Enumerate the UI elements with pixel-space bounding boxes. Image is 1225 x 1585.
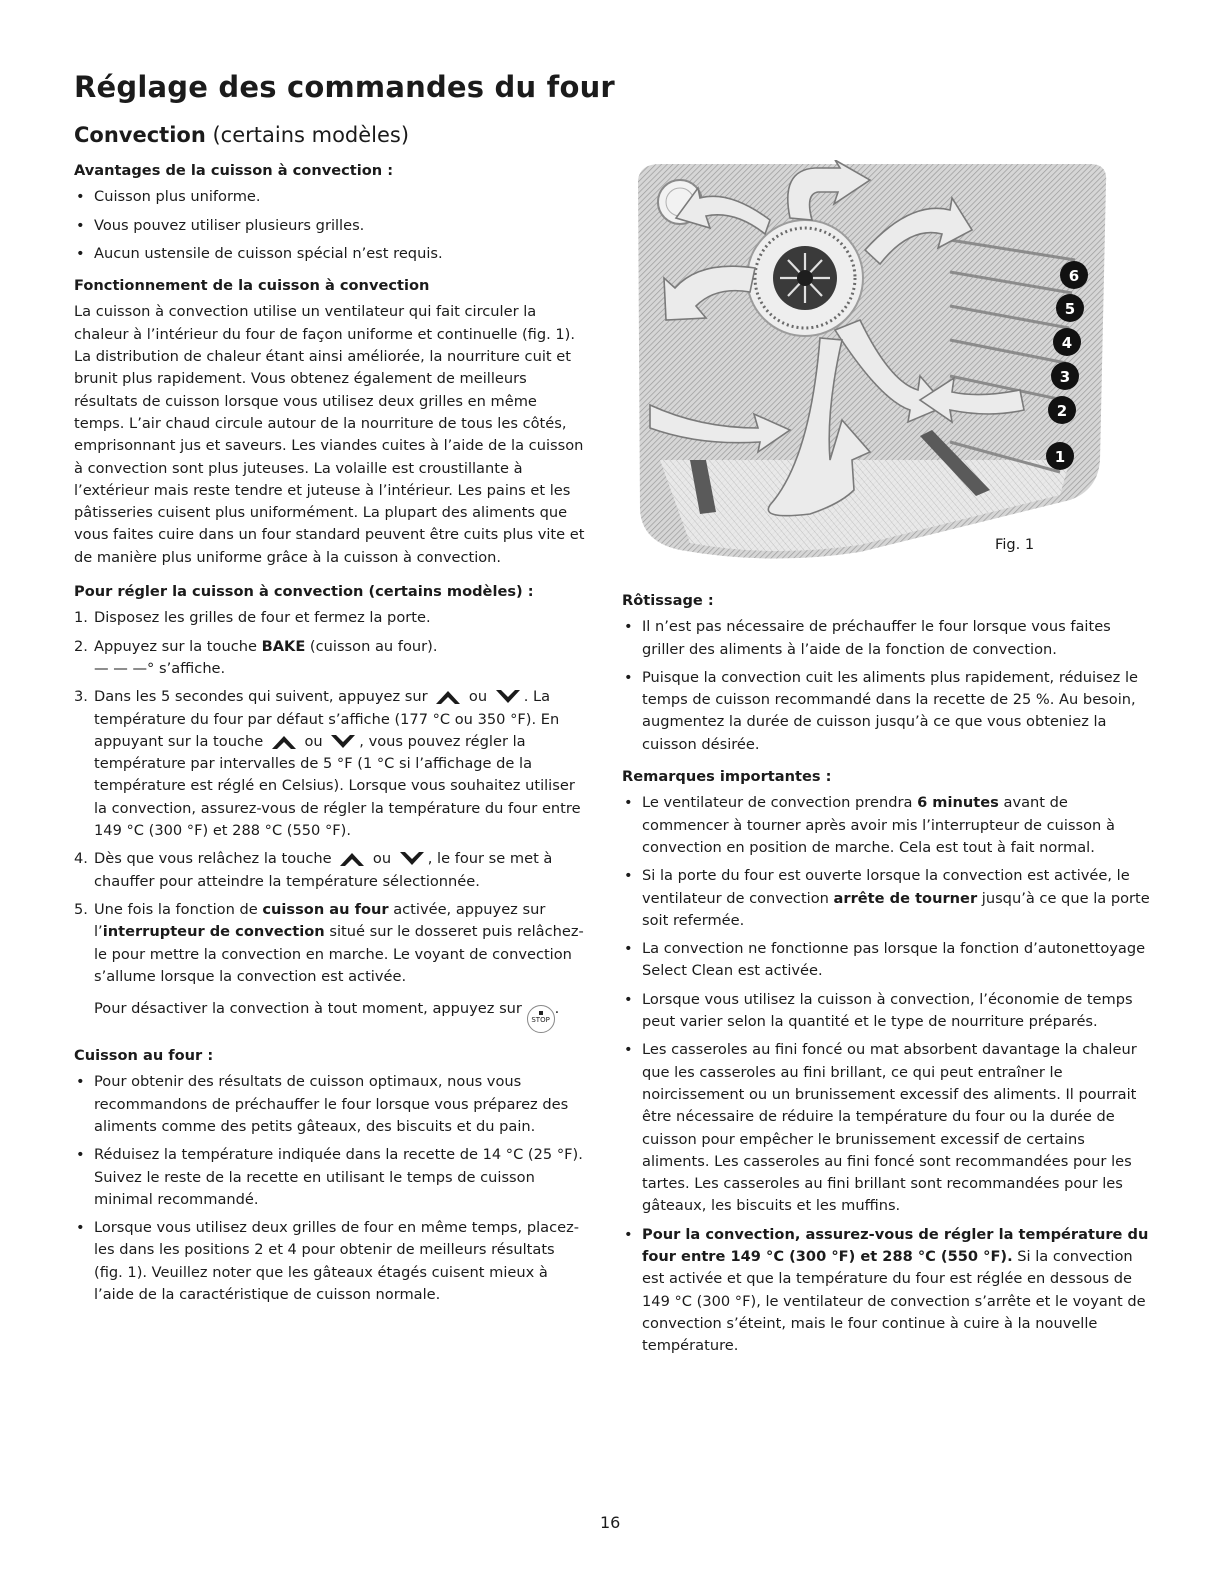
list-item: • Puisque la convection cuit les aliments plus rapidement, réduisez le temps de cuisson recommandé dans la recette de 25 %. Au besoin, augmentez la durée de cuisson jusqu’à ce que vous obteniez la cuisson désirée. <box>622 667 1150 756</box>
figure-caption: Fig. 1 <box>995 536 1035 553</box>
step-number: 5. <box>74 900 88 918</box>
up-arrow-icon <box>338 851 366 867</box>
list-item: • Les casseroles au fini foncé ou mat absorbent davantage la chaleur que les casseroles au fini brillant, ce qui peut entraîner le noircissement ou un brunissement excessif des aliments. Il pourrait être nécessaire de réduire la température du four ou la durée de cuisson pour empêcher le brunissement excessif de certains aliments. Les casseroles au fini foncé sont recommandées pour les tartes. Les casseroles au fini brillant sont recommandées pour les gâteaux, les biscuits et les muffins. <box>622 1039 1150 1217</box>
advantages-list <box>74 186 586 265</box>
list-item: • La convection ne fonctionne pas lorsque la fonction d’autonettoyage Select Clean est activée. <box>622 938 1150 983</box>
step-number: 4. <box>74 850 88 868</box>
step-number: 3. <box>74 688 88 706</box>
list-item: • Lorsque vous utilisez deux grilles de four en même temps, placez-les dans les positions 2 et 4 pour obtenir de meilleurs résultats (fig. 1). Veuillez noter que les gâteaux étagés cuisent mieux à l’aide de la caractéristique de cuisson normale. <box>74 1217 586 1306</box>
step-text: Une fois la fonction de <box>94 900 263 918</box>
advantages-heading: Avantages de la cuisson à convection : <box>74 162 394 179</box>
bold-term: 6 minutes <box>917 794 999 812</box>
or-text: ou <box>299 732 328 750</box>
roasting-heading: Rôtissage : <box>622 592 714 609</box>
bold-term: cuisson au four <box>262 900 389 918</box>
note-text: Le ventilateur de convection prendra <box>642 794 918 812</box>
list-item: • Cuisson plus uniforme. <box>74 186 586 208</box>
rack-label-4: 4 <box>1061 334 1073 352</box>
operation-heading: Fonctionnement de la cuisson à convection <box>74 277 430 295</box>
setting-steps <box>74 607 586 988</box>
rack-label-1: 1 <box>1054 448 1066 466</box>
down-arrow-icon <box>494 689 522 705</box>
step-text: Dès que vous relâchez la touche <box>94 850 337 868</box>
list-item <box>622 1224 1150 1358</box>
bold-term: Pour la convection, assurez-vous de régler la température du four entre 149 °C (300 °F) et 288 °C (550 °F). <box>642 1225 1149 1266</box>
step-item <box>74 636 586 681</box>
operation-paragraph: La cuisson à convection utilise un ventilateur qui fait circuler la chaleur à l’intérieur du four de façon uniforme et continuelle (fig. 1). La distribution de chaleur étant ainsi améliorée, la nourriture cuit et brunit plus rapidement. Vous obtenez également de meilleurs résultats de cuisson lorsque vous utilisez deux grilles en même temps. L’air chaud circule autour de la nourriture de tous les côtés, emprisonnant jus et saveurs. Les viandes cuites à l’aide de la cuisson à convection sont plus juteuses. La volaille est croustillante à l’extérieur mais reste tendre et juteuse à l’intérieur. Les pains et les pâtisseries cuisent plus uniformément. La plupart des aliments que vous faites cuire dans un four standard peuvent être cuits plus vite et de manière plus uniforme grâce à la cuisson à convection. <box>74 303 585 566</box>
step-text: . La température du four par défaut s’affiche (177 °C ou 350 °F). En appuyant sur la touche <box>94 688 560 750</box>
down-arrow-icon <box>329 734 357 750</box>
page-number: 16 <box>600 1513 621 1532</box>
step-text: Appuyez sur la touche <box>94 637 262 655</box>
step-number: 2. <box>74 637 88 655</box>
note-text: Si la convection est activée et que la température du four est réglée en dessous de 149 °C (300 °F), le ventilateur de convection s’arrête et le voyant de convection s’éteint, mais le four continue à cuire à la nouvelle température. <box>642 1248 1146 1355</box>
step-item <box>74 686 586 842</box>
list-item: • Réduisez la température indiquée dans la recette de 14 °C (25 °F). Suivez le reste de la recette en utilisant le temps de cuisson minimal recommandé. <box>74 1144 586 1211</box>
list-item: • Il n’est pas nécessaire de préchauffer le four lorsque vous faites griller des aliments à l’aide de la fonction de convection. <box>622 616 1150 661</box>
baking-heading: Cuisson au four : <box>74 1047 214 1065</box>
step-item <box>74 607 586 629</box>
note-text: Pour désactiver la convection à tout moment, appuyez sur <box>94 1000 527 1018</box>
notes-list <box>622 792 1150 1357</box>
setting-heading: Pour régler la cuisson à convection (certains modèles) : <box>74 583 534 601</box>
step-item <box>74 899 586 988</box>
list-item <box>622 865 1150 932</box>
note-text: avant de commencer à tourner après avoir mis l’interrupteur de cuisson à convection en position de marche. Cela est tout à fait normal. <box>642 794 1115 856</box>
list-item <box>622 792 1150 859</box>
note-text: jusqu’à ce que la porte soit refermée. <box>642 889 1150 929</box>
right-column <box>622 590 1150 1368</box>
step-text: Disposez les grilles de four et fermez la porte. <box>94 609 431 627</box>
note-text: Si la porte du four est ouverte lorsque la convection est activée, le ventilateur de convection <box>642 867 1130 907</box>
roasting-list <box>622 616 1150 756</box>
step-number: 1. <box>74 609 88 627</box>
or-text: ou <box>464 688 492 706</box>
up-arrow-icon <box>434 689 462 705</box>
stop-key-icon <box>527 1005 555 1033</box>
left-column <box>74 160 586 1316</box>
list-item: • Aucun ustensile de cuisson spécial n’est requis. <box>74 243 586 265</box>
or-text: ou <box>368 850 396 868</box>
rack-label-6: 6 <box>1068 267 1080 285</box>
list-item: • Pour obtenir des résultats de cuisson optimaux, nous vous recommandons de préchauffer le four lorsque vous préparez des aliments comme des petits gâteaux, des biscuits et du pain. <box>74 1071 586 1138</box>
list-item: • Vous pouvez utiliser plusieurs grilles. <box>74 215 586 237</box>
rack-label-2: 2 <box>1056 402 1068 420</box>
oven-convection-figure <box>620 160 1110 568</box>
rack-label-3: 3 <box>1059 368 1071 386</box>
section-title <box>74 123 409 147</box>
step-text: , le four se met à chauffer pour atteindre la température sélectionnée. <box>94 850 553 890</box>
stop-note: Pour désactiver la convection à tout moment, appuyez sur STOP. <box>74 998 586 1033</box>
list-item: • Lorsque vous utilisez la cuisson à convection, l’économie de temps peut varier selon la quantité et le type de nourriture préparés. <box>622 989 1150 1034</box>
step-text: (cuisson au four). <box>305 637 438 655</box>
down-arrow-icon <box>398 851 426 867</box>
rack-label-5: 5 <box>1064 300 1076 318</box>
notes-heading: Remarques importantes : <box>622 768 832 786</box>
section-title-rest: (certains modèles) <box>205 123 410 147</box>
step-item <box>74 848 586 893</box>
step-text: activée, appuyez sur l’ <box>94 900 546 941</box>
stop-key-label: STOP <box>531 1016 550 1025</box>
display-readout: — — —° s’affiche. <box>94 659 226 677</box>
step-text: situé sur le dosseret puis relâchez-le pour mettre la convection en marche. Le voyant de convection s’allume lorsque la convection est activée. <box>94 923 584 985</box>
bold-term: arrête de tourner <box>833 889 978 907</box>
step-text: Dans les 5 secondes qui suivent, appuyez sur <box>94 688 433 706</box>
baking-list <box>74 1071 586 1306</box>
up-arrow-icon <box>270 734 298 750</box>
step-text: , vous pouvez régler la température par intervalles de 5 °F (1 °C si l’affichage de la température est réglé en Celsius). Lorsque vous souhaitez utiliser la convection, assurez-vous de régler la température du four entre 149 °C (300 °F) et 288 °C (550 °F). <box>94 732 581 840</box>
page-title: Réglage des commandes du four <box>74 70 615 104</box>
bold-term: interrupteur de convection <box>102 923 325 941</box>
bake-key-label: BAKE <box>261 637 306 655</box>
section-title-bold: Convection <box>74 123 206 147</box>
